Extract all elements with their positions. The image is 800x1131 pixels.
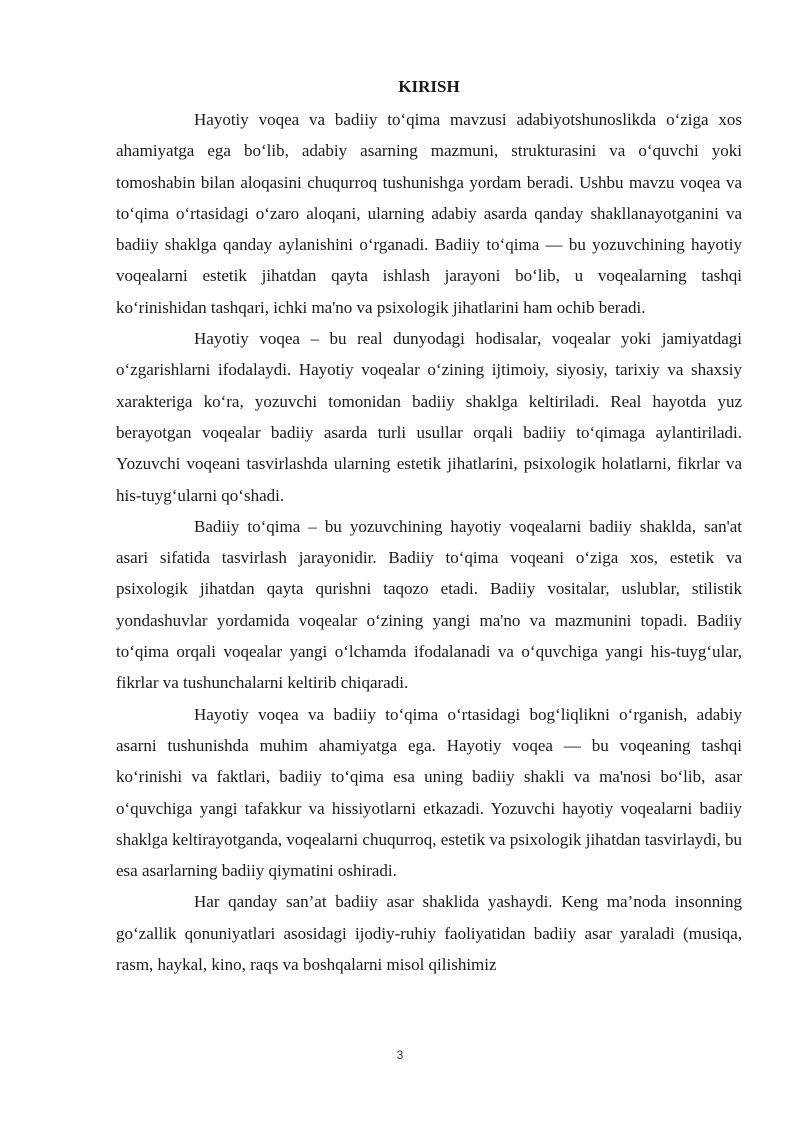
document-page [116, 72, 742, 980]
page-number: 3 [396, 1048, 404, 1062]
paragraph-5: Har qanday san’at badiiy asar shaklida yashaydi. Keng ma’noda insonning go‘zallik qonuniyatlari asosidagi ijodiy-ruhiy faoliyatidan badiiy asar yaraladi (musiqa, rasm, haykal, kino, raqs va boshqalarni misol qilishimiz [116, 892, 742, 975]
section-title: KIRISH [398, 77, 460, 96]
paragraph-2: Hayotiy voqea – bu real dunyodagi hodisalar, voqealar yoki jamiyatdagi o‘zgarishlarni ifodalaydi. Hayotiy voqealar o‘zining ijtimoiy, siyosiy, tarixiy va shaxsiy xarakteriga ko‘ra, yozuvchi tomonidan badiiy shaklga keltiriladi. Real hayotda yuz berayotgan voqealar badiiy asarda turli usullar orqali badiiy to‘qimaga aylantiriladi. Yozuvchi voqeani tasvirlashda ularning estetik jihatlarini, psixologik holatlarni, fikrlar va his-tuyg‘ularni qo‘shadi. [116, 329, 742, 505]
paragraph-3: Badiiy to‘qima – bu yozuvchining hayotiy voqealarni badiiy shaklda, san'at asari sifatida tasvirlash jarayonidir. Badiiy to‘qima voqeani o‘ziga xos, estetik va psixologik jihatdan qayta qurishni taqozo etadi. Badiiy vositalar, uslublar, stilistik yondashuvlar yordamida voqealar o‘zining yangi ma'no va mazmunini topadi. Badiiy to‘qima orqali voqealar yangi o‘lchamda ifodalanadi va o‘quvchiga yangi his-tuyg‘ular, fikrlar va tushunchalarni keltirib chiqaradi. [116, 516, 742, 693]
paragraph-4: Hayotiy voqea va badiiy to‘qima o‘rtasidagi bog‘liqlikni o‘rganish, adabiy asarni tushunishda muhim ahamiyatga ega. Hayotiy voqea — bu voqeaning tashqi ko‘rinishi va faktlari, badiiy to‘qima esa uning badiiy shakli va ma'nosi bo‘lib, asar o‘quvchiga yangi tafakkur va hissiyotlarni etkazadi. Yozuvchi hayotiy voqealarni badiiy shaklga keltirayotganda, voqealarni chuqurroq, estetik va psixologik jihatdan tasvirlaydi, bu esa asarlarning badiiy qiymatini oshiradi. [116, 704, 743, 881]
paragraph-1: Hayotiy voqea va badiiy to‘qima mavzusi adabiyotshunoslikda o‘ziga xos ahamiyatga ega bo‘lib, adabiy asarning mazmuni, strukturasini va o‘quvchi yoki tomoshabin bilan aloqasini chuqurroq tushunishga yordam beradi. Ushbu mavzu voqea va to‘qima o‘rtasidagi o‘zaro aloqani, ularning adabiy asarda qanday shakllanayotganini va badiiy shaklga qanday aylanishini o‘rganadi. Badiiy to‘qima — bu yozuvchining hayotiy voqealarni estetik jihatdan qayta ishlash jarayoni bo‘lib, u voqealarning tashqi ko‘rinishidan tashqari, ichki ma'no va psixologik jihatlarini ham ochib beradi. [116, 110, 742, 317]
